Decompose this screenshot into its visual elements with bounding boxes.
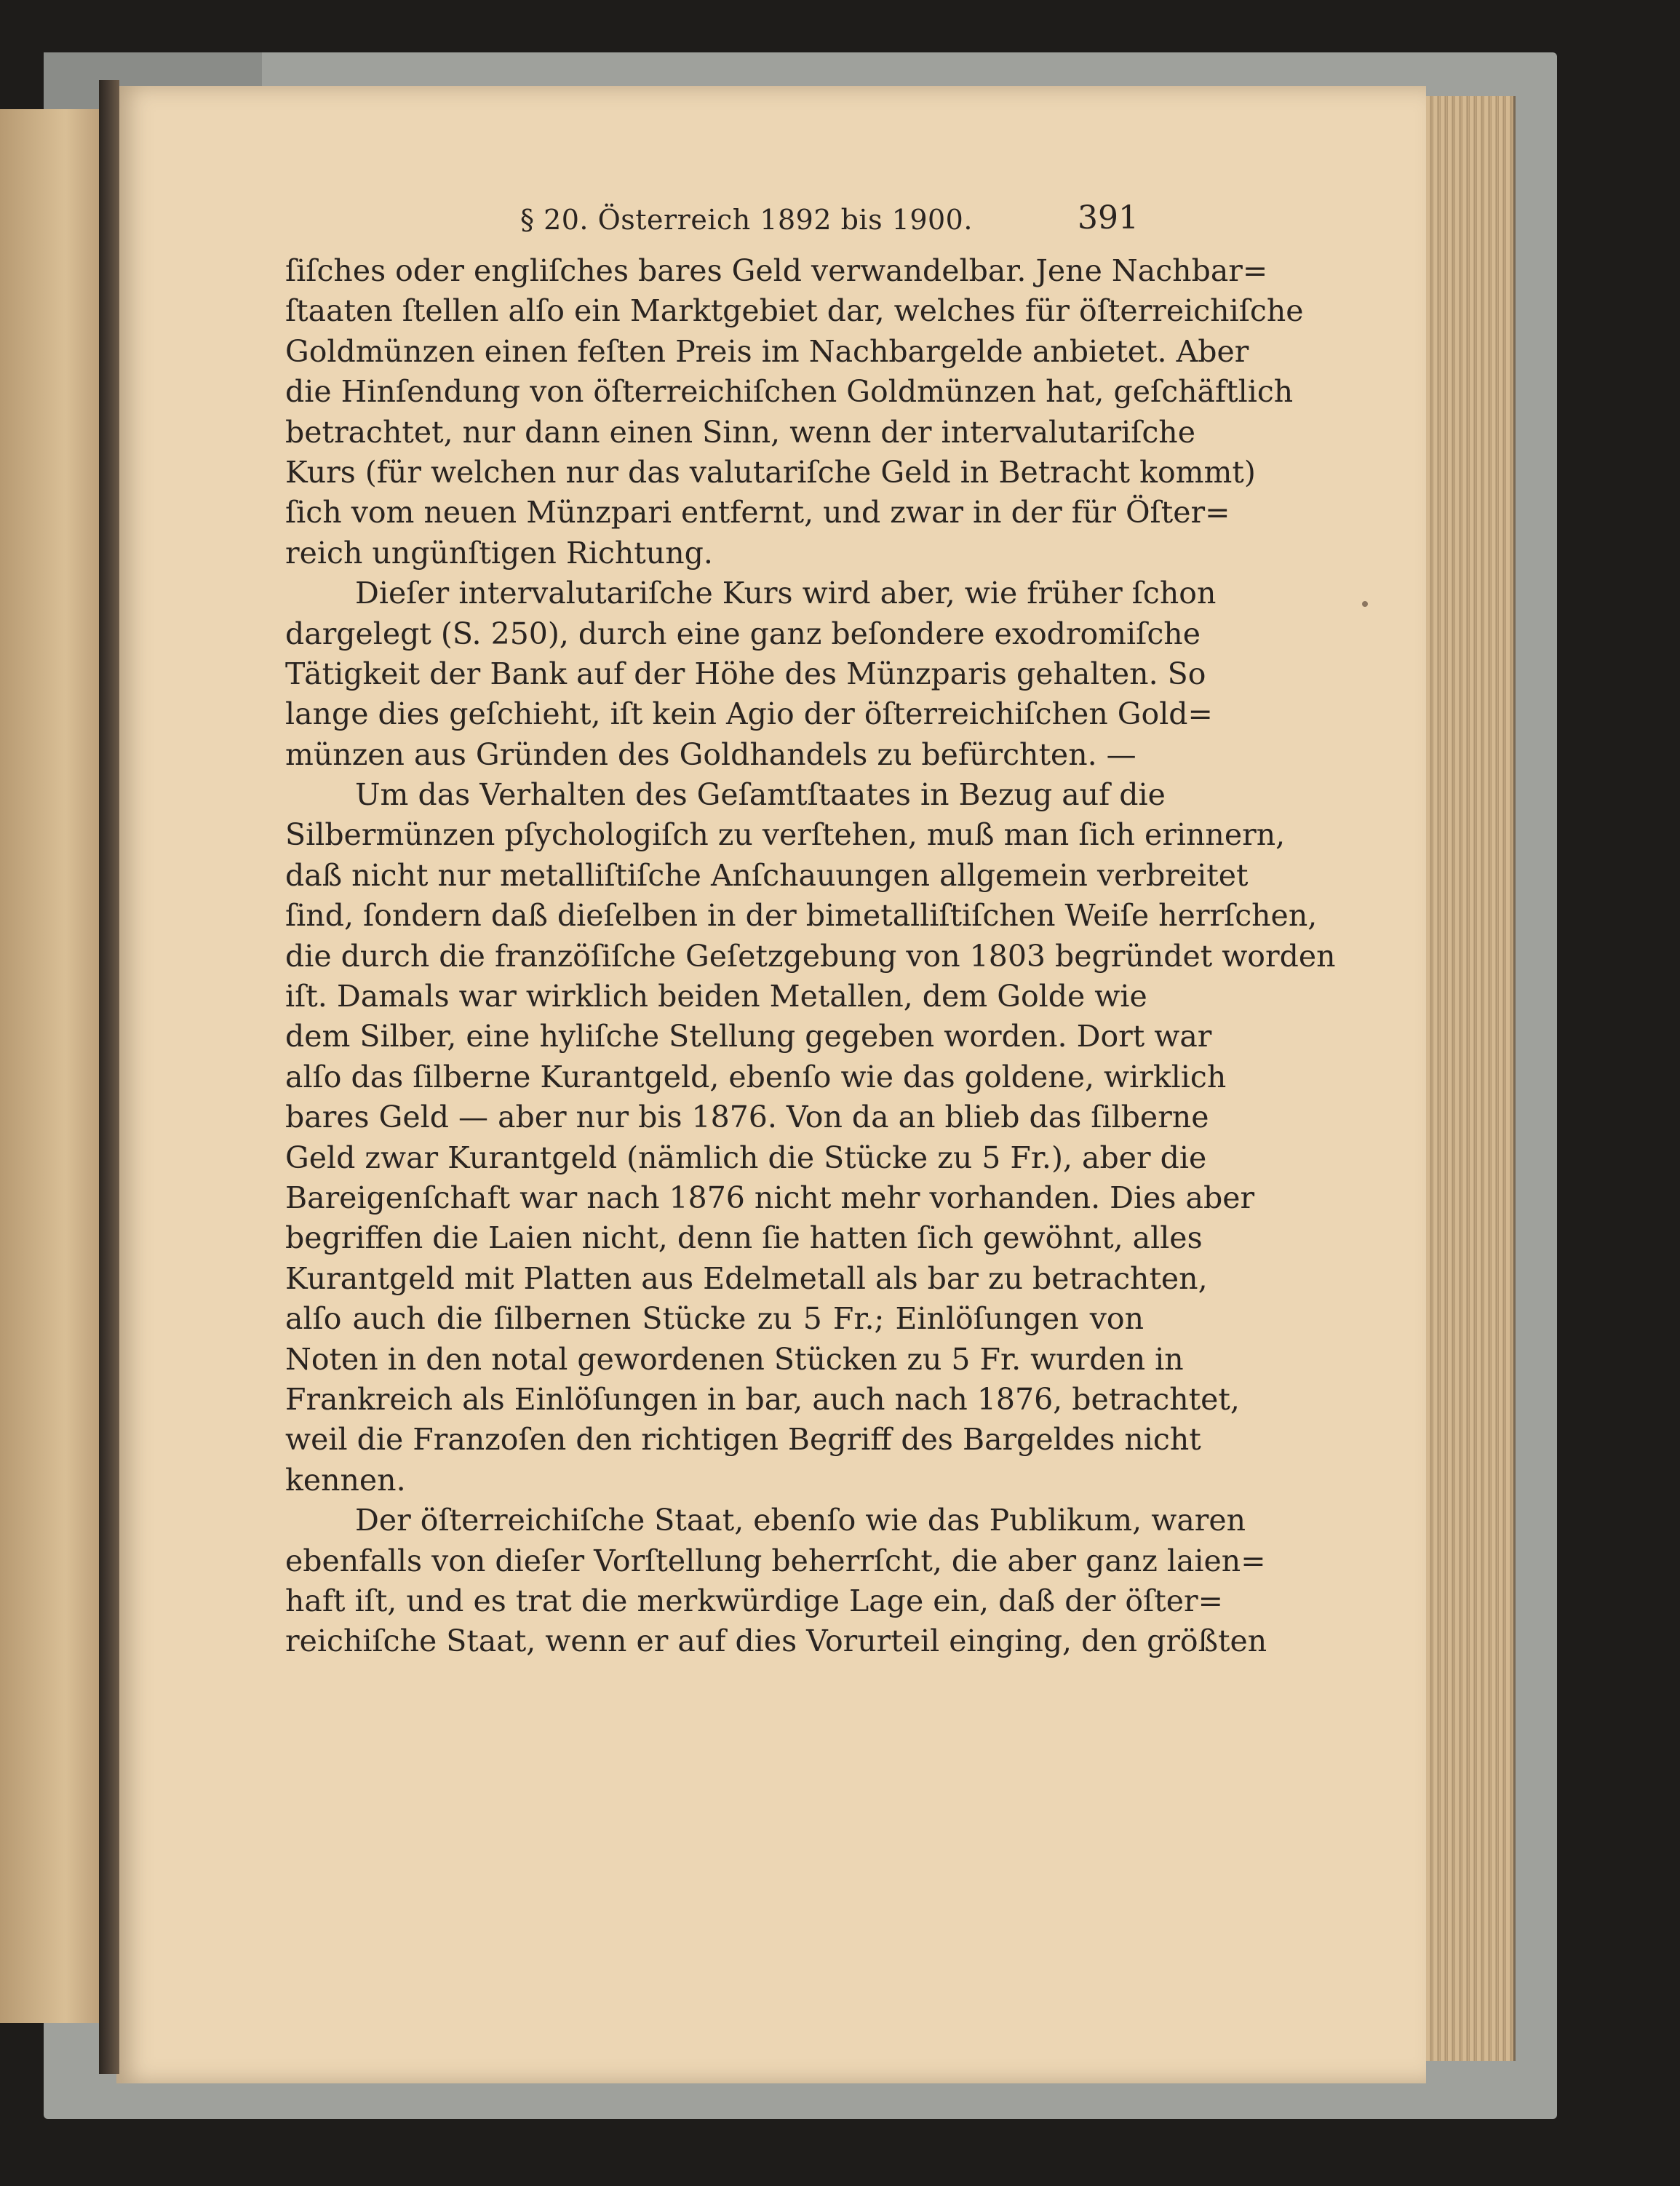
text-line: Der öſterreichiſche Staat, ebenſo wie das Publikum, waren (355, 1503, 1246, 1538)
text-line: Goldmünzen einen feſten Preis im Nachbargelde anbietet. Aber (285, 333, 1249, 369)
text-line: die Hinſendung von öſterreichiſchen Goldmünzen hat, geſchäftlich (285, 374, 1294, 410)
text-line: Frankreich als Einlöſungen in bar, auch nach 1876, betrachtet, (285, 1381, 1240, 1417)
text-line: münzen aus Gründen des Goldhandels zu befürchten. — (285, 736, 1136, 772)
text-line: Tätigkeit der Bank auf der Höhe des Münzparis gehalten. So (285, 656, 1206, 691)
text-line: die durch die franzöſiſche Geſetzgebung von 1803 begründet worden (285, 938, 1336, 974)
text-line: alſo das ſilberne Kurantgeld, ebenſo wie das goldene, wirklich (285, 1059, 1227, 1094)
text-line: reichiſche Staat, wenn er auf dies Vorurteil einging, den größten (285, 1623, 1267, 1659)
text-line: Kurs (für welchen nur das valutariſche Geld in Betracht kommt) (285, 454, 1256, 490)
text-line: Noten in den notal gewordenen Stücken zu 5 Fr. wurden in (285, 1341, 1184, 1377)
text-line: ſich vom neuen Münzpari entfernt, und zwar in der für Öſter= (285, 495, 1230, 530)
text-line: haft iſt, und es trat die merkwürdige Lage ein, daß der öſter= (285, 1583, 1223, 1618)
left-facing-page-edge (0, 109, 109, 2023)
body-text (285, 251, 1336, 1662)
text-line: daß nicht nur metalliſtiſche Anſchauungen allgemein verbreitet (285, 857, 1249, 893)
text-line: iſt. Damals war wirklich beiden Metallen, dem Golde wie (285, 979, 1147, 1014)
text-line: ſiſches oder engliſches bares Geld verwandelbar. Jene Nachbar= (285, 253, 1268, 288)
text-line: dem Silber, eine hyliſche Stellung gegeben worden. Dort war (285, 1019, 1212, 1054)
text-line: ſtaaten ſtellen alſo ein Marktgebiet dar, welches für öſterreichiſche (285, 293, 1304, 329)
text-line: ebenfalls von dieſer Vorſtellung beherrſcht, die aber ganz laien= (285, 1543, 1266, 1578)
text-line: reich ungünſtigen Richtung. (285, 535, 713, 571)
text-line: Silbermünzen pſychologiſch zu verſtehen, muß man ſich erinnern, (285, 817, 1286, 853)
text-line: Geld zwar Kurantgeld (nämlich die Stücke zu 5 Fr.), aber die (285, 1140, 1207, 1175)
text-line: betrachtet, nur dann einen Sinn, wenn der intervalutariſche (285, 414, 1195, 450)
text-line: ſind, ſondern daß dieſelben in der bimetalliſtiſchen Weiſe herrſchen, (285, 898, 1318, 934)
text-line: dargelegt (S. 250), durch eine ganz beſondere exodromiſche (285, 616, 1201, 651)
text-line: Bareigenſchaft war nach 1876 nicht mehr vorhanden. Dies aber (285, 1180, 1255, 1215)
text-line: kennen. (285, 1462, 406, 1498)
text-line: Dieſer intervalutariſche Kurs wird aber, wie früher ſchon (355, 576, 1217, 611)
text-line: Um das Verhalten des Geſamtſtaates in Bezug auf die (355, 777, 1166, 813)
running-header (404, 198, 1139, 249)
text-line: lange dies geſchieht, iſt kein Agio der öſterreichiſchen Gold= (285, 696, 1213, 732)
text-line: begriffen die Laien nicht, denn ſie hatten ſich gewöhnt, alles (285, 1220, 1203, 1256)
page-number: 391 (1078, 199, 1139, 237)
running-title: § 20. Österreich 1892 bis 1900. (520, 204, 973, 236)
text-line: alſo auch die ſilbernen Stücke zu 5 Fr.; Einlöſungen von (285, 1301, 1144, 1337)
page-edge-stack (1419, 96, 1516, 2061)
book-gutter (99, 80, 119, 2074)
text-line: bares Geld — aber nur bis 1876. Von da an blieb das ſilberne (285, 1100, 1209, 1135)
text-line: Kurantgeld mit Platten aus Edelmetall als bar zu betrachten, (285, 1260, 1208, 1296)
text-line: weil die Franzoſen den richtigen Begriff des Bargeldes nicht (285, 1422, 1201, 1458)
paper-spot (1362, 601, 1368, 607)
